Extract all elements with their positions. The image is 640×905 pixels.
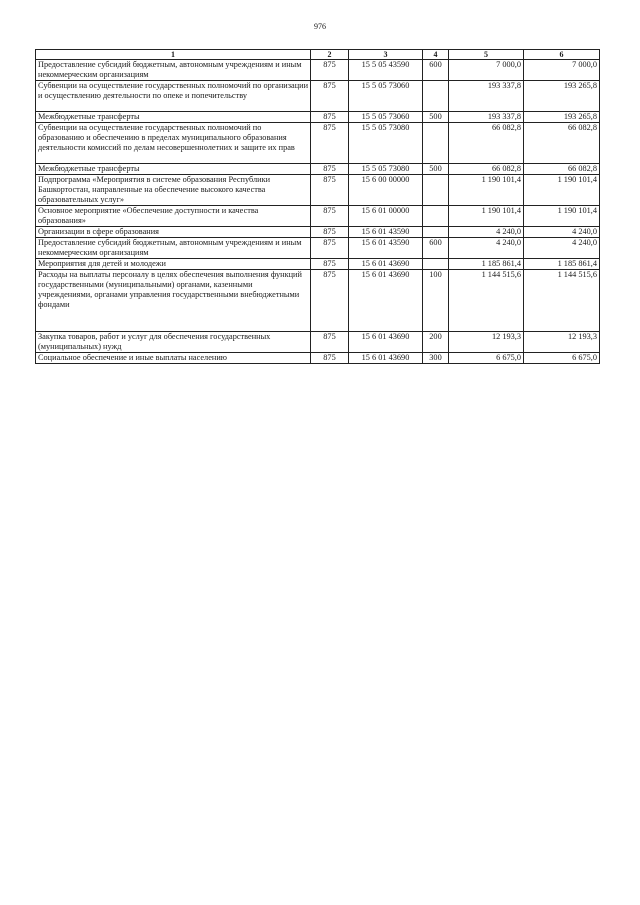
column-header-6: 6 [524, 50, 600, 60]
target-article-cell: 15 5 05 73080 [349, 164, 423, 175]
expense-type-cell [423, 175, 449, 206]
amount-col6-cell: 66 082,8 [524, 164, 600, 175]
column-header-2: 2 [311, 50, 349, 60]
column-header-5: 5 [449, 50, 524, 60]
item-name-cell: Предоставление субсидий бюджетным, автономным учреждениям и иным некоммерческим организациям [36, 60, 311, 81]
amount-col6-cell: 4 240,0 [524, 227, 600, 238]
amount-col6-cell: 1 190 101,4 [524, 175, 600, 206]
expense-type-cell [423, 123, 449, 164]
expense-type-cell [423, 227, 449, 238]
amount-col5-cell: 66 082,8 [449, 164, 524, 175]
amount-col5-cell: 1 190 101,4 [449, 175, 524, 206]
amount-col5-cell: 1 190 101,4 [449, 206, 524, 227]
target-article-cell: 15 6 01 43690 [349, 259, 423, 270]
dept-code-cell: 875 [311, 238, 349, 259]
target-article-cell: 15 5 05 73060 [349, 112, 423, 123]
column-header-4: 4 [423, 50, 449, 60]
item-name-cell: Межбюджетные трансферты [36, 112, 311, 123]
item-name-cell: Межбюджетные трансферты [36, 164, 311, 175]
target-article-cell: 15 6 00 00000 [349, 175, 423, 206]
amount-col6-cell: 6 675,0 [524, 353, 600, 364]
item-name-cell: Предоставление субсидий бюджетным, автономным учреждениям и иным некоммерческим организациям [36, 238, 311, 259]
table-row [36, 206, 600, 227]
table-row [36, 164, 600, 175]
item-name-cell: Мероприятия для детей и молодежи [36, 259, 311, 270]
page-number: 976 [314, 22, 326, 31]
table-header [36, 50, 600, 60]
table-row [36, 270, 600, 332]
expense-type-cell: 600 [423, 60, 449, 81]
expense-type-cell: 600 [423, 238, 449, 259]
amount-col5-cell: 193 337,8 [449, 81, 524, 112]
target-article-cell: 15 5 05 73060 [349, 81, 423, 112]
amount-col5-cell: 6 675,0 [449, 353, 524, 364]
table-body [36, 60, 600, 364]
amount-col5-cell: 12 193,3 [449, 332, 524, 353]
table-row [36, 332, 600, 353]
expense-type-cell [423, 259, 449, 270]
target-article-cell: 15 6 01 43590 [349, 227, 423, 238]
amount-col5-cell: 66 082,8 [449, 123, 524, 164]
dept-code-cell: 875 [311, 164, 349, 175]
target-article-cell: 15 6 01 00000 [349, 206, 423, 227]
expense-type-cell: 100 [423, 270, 449, 332]
expense-type-cell: 500 [423, 164, 449, 175]
amount-col6-cell: 66 082,8 [524, 123, 600, 164]
target-article-cell: 15 6 01 43690 [349, 270, 423, 332]
amount-col5-cell: 193 337,8 [449, 112, 524, 123]
expense-type-cell: 300 [423, 353, 449, 364]
item-name-cell: Расходы на выплаты персоналу в целях обеспечения выполнения функций государственными (муниципальными) органами, казенными учреждениями, органами управления государственными внебюджетными фондами [36, 270, 311, 332]
dept-code-cell: 875 [311, 353, 349, 364]
column-header-3: 3 [349, 50, 423, 60]
target-article-cell: 15 6 01 43690 [349, 353, 423, 364]
dept-code-cell: 875 [311, 270, 349, 332]
amount-col5-cell: 7 000,0 [449, 60, 524, 81]
table-row [36, 227, 600, 238]
dept-code-cell: 875 [311, 227, 349, 238]
dept-code-cell: 875 [311, 112, 349, 123]
amount-col6-cell: 7 000,0 [524, 60, 600, 81]
table-row [36, 123, 600, 164]
amount-col6-cell: 1 185 861,4 [524, 259, 600, 270]
item-name-cell: Социальное обеспечение и иные выплаты населению [36, 353, 311, 364]
table-row [36, 259, 600, 270]
target-article-cell: 15 5 05 73080 [349, 123, 423, 164]
amount-col6-cell: 1 144 515,6 [524, 270, 600, 332]
dept-code-cell: 875 [311, 175, 349, 206]
dept-code-cell: 875 [311, 123, 349, 164]
table-row [36, 175, 600, 206]
dept-code-cell: 875 [311, 60, 349, 81]
table-row [36, 60, 600, 81]
item-name-cell: Организации в сфере образования [36, 227, 311, 238]
dept-code-cell: 875 [311, 206, 349, 227]
expense-type-cell [423, 81, 449, 112]
amount-col6-cell: 193 265,8 [524, 112, 600, 123]
amount-col5-cell: 4 240,0 [449, 238, 524, 259]
column-header-1: 1 [36, 50, 311, 60]
item-name-cell: Основное мероприятие «Обеспечение доступности и качества образования» [36, 206, 311, 227]
table-row [36, 81, 600, 112]
amount-col6-cell: 193 265,8 [524, 81, 600, 112]
item-name-cell: Подпрограмма «Мероприятия в системе образования Республики Башкортостан, направленные на обеспечение высокого качества образовательных услуг» [36, 175, 311, 206]
amount-col6-cell: 4 240,0 [524, 238, 600, 259]
amount-col5-cell: 1 144 515,6 [449, 270, 524, 332]
target-article-cell: 15 6 01 43590 [349, 238, 423, 259]
dept-code-cell: 875 [311, 259, 349, 270]
table-row [36, 353, 600, 364]
table-row [36, 238, 600, 259]
header-row [36, 50, 600, 60]
target-article-cell: 15 5 05 43590 [349, 60, 423, 81]
amount-col5-cell: 1 185 861,4 [449, 259, 524, 270]
item-name-cell: Субвенции на осуществление государственных полномочий по организации и осуществлению деятельности по опеке и попечительству [36, 81, 311, 112]
expense-type-cell: 500 [423, 112, 449, 123]
amount-col6-cell: 12 193,3 [524, 332, 600, 353]
item-name-cell: Субвенции на осуществление государственных полномочий по образованию и обеспечению в пределах муниципального образования деятельности комиссий по делам несовершеннолетних и защите их прав [36, 123, 311, 164]
target-article-cell: 15 6 01 43690 [349, 332, 423, 353]
dept-code-cell: 875 [311, 332, 349, 353]
amount-col5-cell: 4 240,0 [449, 227, 524, 238]
dept-code-cell: 875 [311, 81, 349, 112]
amount-col6-cell: 1 190 101,4 [524, 206, 600, 227]
expense-type-cell: 200 [423, 332, 449, 353]
item-name-cell: Закупка товаров, работ и услуг для обеспечения государственных (муниципальных) нужд [36, 332, 311, 353]
budget-table [35, 49, 600, 364]
expense-type-cell [423, 206, 449, 227]
table-row [36, 112, 600, 123]
